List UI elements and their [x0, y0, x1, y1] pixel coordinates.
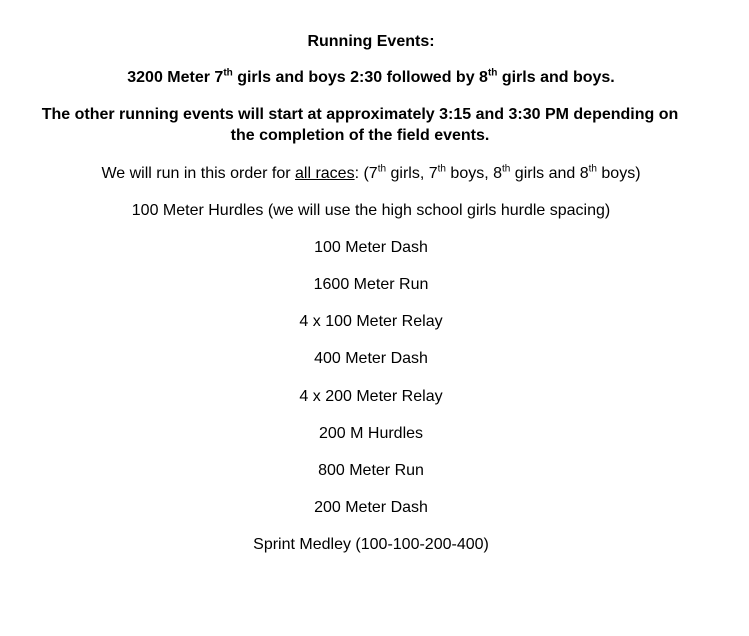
event-item: 100 Meter Hurdles (we will use the high school girls hurdle spacing) [131, 202, 611, 219]
race-order-text-d: boys, 8 [445, 165, 502, 182]
race-order-sup-1: th [377, 163, 387, 175]
race-order-text-a: We will run in this order for [101, 165, 295, 182]
line-3200-meter [0, 67, 742, 88]
race-order-sup-3: th [502, 163, 511, 175]
race-order-text-e: girls and 8 [510, 165, 589, 182]
event-item: 200 M Hurdles [318, 425, 424, 442]
race-order-underlined: all races [295, 165, 355, 182]
line-3200-text-a: 3200 Meter 7 [127, 69, 224, 86]
event-item: 400 Meter Dash [314, 350, 428, 367]
section-heading: Running Events: [307, 33, 435, 50]
race-order-sup-2: th [437, 163, 446, 175]
line-3200-text-c: girls and boys. [497, 69, 615, 86]
other-events-note: The other running events will start at approximately 3:15 and 3:30 PM depending on the completion of the field events. [41, 106, 679, 144]
event-item: 100 Meter Dash [314, 239, 428, 256]
event-item: 800 Meter Run [318, 462, 424, 479]
event-item: 200 Meter Dash [314, 499, 428, 516]
race-order-text-c: girls, 7 [386, 165, 438, 182]
race-order-text-b: : (7 [354, 165, 378, 182]
event-item: 4 x 200 Meter Relay [299, 388, 443, 405]
race-order-sup-4: th [588, 163, 597, 175]
event-item: Sprint Medley (100-100-200-400) [253, 536, 489, 553]
race-order-text-f: boys) [596, 165, 641, 182]
event-item: 4 x 100 Meter Relay [299, 313, 443, 330]
line-3200-text-b: girls and boys 2:30 followed by 8 [232, 69, 488, 86]
line-3200-sup-2: th [487, 67, 498, 79]
race-order-line [0, 163, 742, 184]
event-item: 1600 Meter Run [313, 276, 429, 293]
line-3200-sup-1: th [223, 67, 233, 79]
